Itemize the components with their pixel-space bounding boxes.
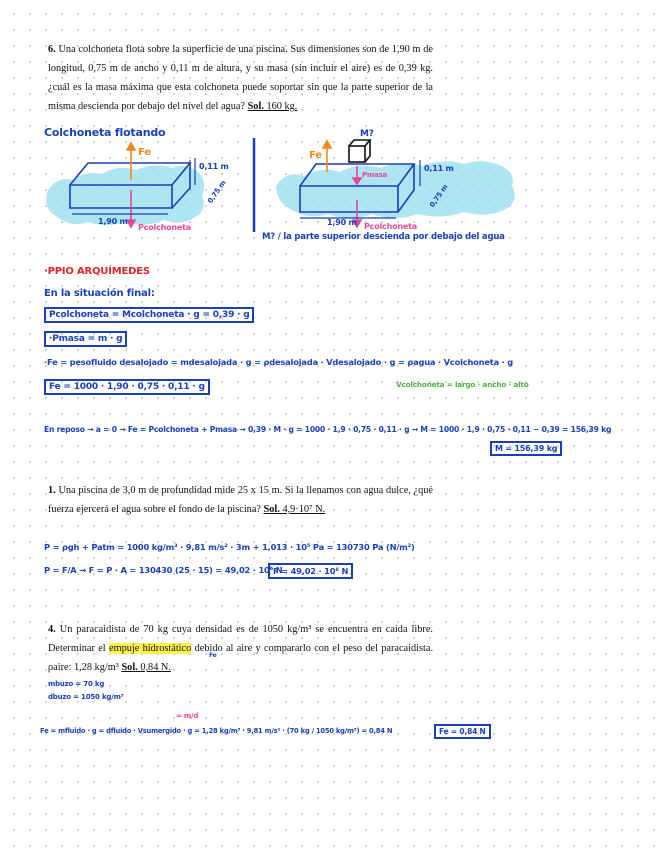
label-length-right: 1,90 m [327, 218, 357, 227]
solution-label: Sol. [121, 662, 138, 673]
label-pcolchoneta-left: Pcolchoneta [138, 223, 191, 232]
eq-force: P = F/A → F = P · A = 130430 (25 · 15) = 49,02 · 10⁶ N [44, 565, 283, 575]
eq-pmasa: ·Pmasa = m · g [44, 331, 127, 347]
problem-number: 4. [48, 624, 56, 635]
result-force: F = 49,02 · 10⁶ N [268, 563, 353, 579]
diagram-left-title: Colchoneta flotando [44, 126, 166, 139]
problem-text-a: Un paracaidista de 70 kg cuya densidad es de 1050 kg/m³ se encuentra en caída libre. Determinar el [48, 624, 434, 654]
solution-value: 160 kg. [266, 101, 298, 112]
solution-value: 4,9·10⁷ N. [282, 504, 326, 515]
eq-fe-definition: ·Fe = pesofluido desalojado = mdesalojada · g = ρdesalojada · Vdesalojado · g = ρagua · Vcolchoneta · g [44, 357, 514, 367]
label-height-right: 0,11 m [424, 164, 454, 173]
label-height-left: 0,11 m [199, 162, 229, 171]
solution-label: Sol. [263, 504, 280, 515]
principle-heading: ·PPIO ARQUÍMEDES [44, 266, 150, 277]
label-width-left: 0,75 m [206, 179, 228, 205]
diagram-caption: M? / la parte superior descienda por debajo del agua [262, 232, 505, 242]
label-fe-left: Fe [138, 147, 151, 158]
mass-cube [349, 140, 370, 162]
label-pcolchoneta-right: Pcolchoneta [364, 222, 417, 231]
solution [121, 662, 171, 673]
eq-volume-note: Vcolchoneta = largo · ancho · alto [396, 380, 529, 389]
problem-number: 1. [48, 485, 56, 496]
fe-tag: Fe [209, 652, 217, 659]
given-mass: mbuzo = 70 kg [48, 680, 105, 688]
highlighted-term: empuje hidrostático [109, 643, 192, 654]
problem-4 [48, 620, 433, 677]
eq-equilibrium: En reposo → a = 0 → Fe = Pcolchoneta + Pmasa → 0,39 · M · g = 1000 · 1,9 · 0,75 · 0,11 · g → M = 1000 · 1,9 · 0,75 · 0,11 − 0,39 = 156,39 kg [44, 425, 612, 434]
label-mass: M? [360, 129, 374, 139]
eq-fe-numeric: Fe = 1000 · 1,90 · 0,75 · 0,11 · g [44, 379, 210, 395]
label-length-left: 1,90 m [98, 217, 128, 226]
label-width-right: 0,75 m [428, 183, 450, 209]
given-density: dbuzo = 1050 kg/m³ [48, 693, 124, 701]
solution-value: 0,84 N. [140, 662, 171, 673]
eq-buoyancy: Fe = mfluido · g = dfluido · Vsumergido · g = 1,28 kg/m³ · 9,81 m/s² · (70 kg / 1050 kg/m³) = 0,84 N [40, 727, 393, 735]
eq-pcolchoneta: Pcolchoneta = Mcolchoneta · g = 0,39 · g [44, 307, 254, 323]
result-mass: M = 156,39 kg [490, 441, 562, 456]
solution [264, 504, 326, 515]
situation-heading: En la situación final: [44, 288, 155, 299]
label-pmasa: Pmasa [362, 171, 388, 179]
force-fe-right [323, 141, 331, 172]
problem-number: 6. [48, 44, 56, 55]
result-buoyancy: Fe = 0,84 N [434, 724, 491, 739]
solution-label: Sol. [247, 101, 264, 112]
problem-1 [48, 481, 433, 519]
problem-text-b: debido al aire y compararlo con el peso del paracaidista. ρaire: 1,28 kg/m³ [48, 643, 434, 673]
problem-text: Una piscina de 3,0 m de profundidad mide 25 x 15 m. Si la llenamos con agua dulce, ¿qué fuerza ejercerá el agua sobre el fondo de la piscina? [48, 485, 433, 515]
eq-pressure: P = ρgh + Patm = 1000 kg/m³ · 9,81 m/s² · 3m + 1,013 · 10⁵ Pa = 130730 Pa (N/m²) [44, 542, 415, 552]
note-volume: = m/d [176, 712, 199, 720]
label-fe-right: Fe [309, 150, 322, 161]
problem-text: Una colchoneta flota sobre la superficie de una piscina. Sus dimensiones son de 1,90 m de longitud, 0,75 m de ancho y 0,11 m de altura, y su masa (sin incluir el aire) es de 0,39 kg. ¿cuál es la masa máxima que esta colchoneta puede soportar sin que la parte superior de la misma descienda por debajo del nivel del agua? [48, 44, 433, 112]
